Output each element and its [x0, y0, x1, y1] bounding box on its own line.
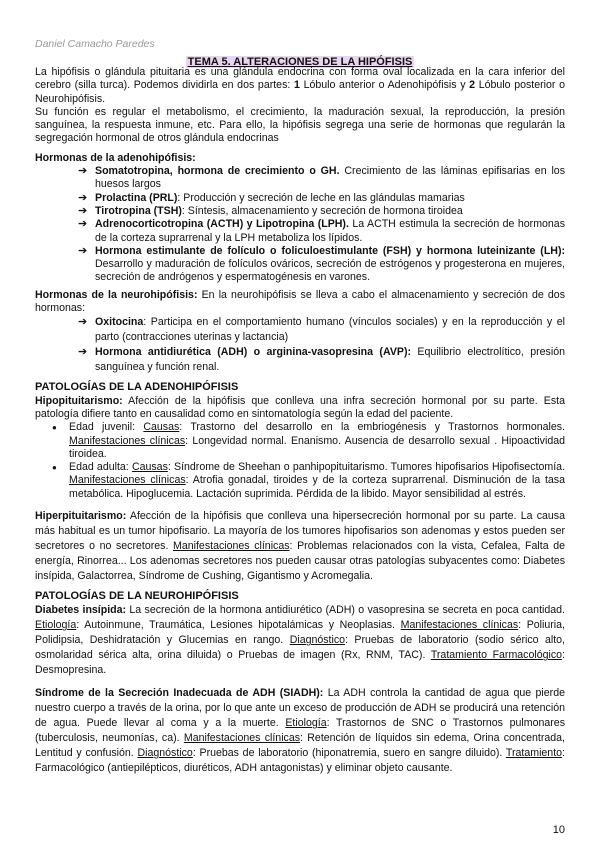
text: : Síndrome de Sheehan o panhipopituitarismo. Tumores hipofisarios Hipofisectomía. — [167, 461, 566, 474]
label: Manifestaciones clínicas — [69, 474, 186, 487]
text: Lóbulo anterior o Adenohipófisis y — [299, 79, 470, 92]
adeno-list — [35, 165, 565, 285]
pat-neuro-heading: PATOLOGÍAS DE LA NEUROHIPÓFISIS — [35, 590, 239, 603]
list-item — [35, 461, 565, 501]
siadh-paragraph — [35, 686, 565, 776]
item-text: : Participa en el comportamiento humano (vínculos sociales) y en la reproducción y el parto (contracciones uterinas y lactancia) — [95, 316, 565, 344]
author-header: Daniel Camacho Paredes — [35, 38, 155, 50]
label: Diagnóstico — [137, 747, 193, 760]
item-text: : Producción y secreción de leche en las glándulas mamarias — [177, 191, 465, 204]
spacer — [35, 678, 565, 686]
text: Edad adulta: — [69, 461, 132, 474]
text: : Longevidad normal. Enanismo. Ausencia de desarrollo sexual . Hipoactividad tiroidea. — [69, 434, 565, 460]
text: : Retención de líquidos sin edema, Orina concentrada, Lentitud y confusión. — [35, 732, 565, 760]
item-text: Crecimiento de las láminas epifisarias en los huesos largos — [95, 165, 566, 191]
number: 1 — [294, 79, 300, 92]
page-number: 10 — [552, 824, 565, 836]
label: Causas — [131, 461, 168, 474]
text: La hipófisis o glándula pituitaria es una glándula endocrina con forma oval localizada en la cara inferior del cerebro (silla turca). Podemos dividirla en dos partes: — [35, 66, 565, 92]
item-text: La ACTH estimula la secreción de hormonas de la corteza suprarrenal y la LPH metaboliza los lípidos. — [95, 218, 565, 244]
item-text: Equilibrio electrolítico, presión sanguínea y función renal. — [95, 346, 565, 374]
hipo-paragraph — [35, 395, 565, 422]
text: La ADH controla la cantidad de agua que pierde nuestro cuerpo a través de la orina, por lo que ante un exceso de producción de ADH se producirá una retención de agua. Puede llevar al coma y a la muerte. — [35, 687, 565, 730]
label: Etiología — [285, 717, 327, 730]
document-body — [35, 66, 565, 776]
hipo-label: Hipopituitarismo: — [35, 394, 123, 407]
pat-adeno-heading: PATOLOGÍAS DE LA ADENOHIPÓFISIS — [35, 381, 239, 394]
item-text: : Síntesis, almacenamiento y secreción de hormona tiroidea — [181, 204, 463, 217]
label: Tratamiento — [505, 747, 563, 760]
text: : Problemas relacionados con la vista, Cefalea, Falta de energía, Rinorrea... Los adenomas secretores nos pueden causar otras patologías subyacentes como: Diabetes insípida, Galactorrea, Síndrome de Cushing, Gigantismo y Acromegalia. — [35, 540, 565, 583]
hiper-label: Hiperpituitarismo: — [35, 510, 127, 523]
label: Etiología — [35, 619, 77, 632]
item-bold: Tirotropina (TSH) — [95, 204, 182, 217]
list-item — [35, 245, 565, 285]
hiper-paragraph — [35, 509, 565, 584]
di-label: Diabetes insípida: — [35, 604, 127, 617]
list-item — [35, 165, 565, 192]
siadh-label: Síndrome de la Secreción Inadecuada de ADH (SIADH): — [35, 687, 324, 700]
list-item — [35, 192, 565, 205]
intro-paragraph-1 — [35, 66, 565, 106]
page-title: TEMA 5. ALTERACIONES DE LA HIPÓFISIS — [187, 56, 413, 68]
label: Tratamiento Farmacológico — [430, 649, 563, 662]
text: Edad juvenil: — [69, 421, 144, 434]
text: Afección de la hipófisis que conlleva una hipersecreción hormonal por su parte. La causa más habitual es un tumor hipofisario. La mayoría de los tumores hipofisarios son adenomas y estos pueden ser secretores o no secretores. — [35, 510, 565, 553]
intro-paragraph-2: Su función es regular el metabolismo, el crecimiento, la maduración sexual, la reproducción, la presión sanguínea, la respuesta inmune, etc. Para ello, la hipófisis segrega una serie de hormonas que regularán la segregación hormonal de otros glándula endocrinas — [35, 105, 565, 145]
diabetes-paragraph — [35, 603, 565, 678]
item-bold: Prolactina (PRL) — [95, 191, 178, 204]
item-bold: Hormona estimulante de folículo o foliculoestimulante (FSH) y hormona luteinizante (LH): — [95, 244, 565, 257]
list-item — [35, 421, 565, 461]
item-bold: Somatotropina, hormona de crecimiento o GH. — [95, 165, 340, 178]
number: 2 — [469, 79, 476, 92]
neuro-intro: En la neurohipófisis se lleva a cabo el almacenamiento y secreción de dos hormonas: — [35, 288, 565, 315]
list-item — [35, 345, 565, 375]
neuro-heading: Hormonas de la neurohipófisis: — [35, 288, 198, 301]
text: : Pruebas de laboratorio (sodio sérico alto, osmolaridad sérica alta, orina diluida) o Pruebas de imagen (Rx, RNM, TAC). — [35, 634, 565, 662]
text: : Trastornos de SNC o Trastornos pulmonares (tuberculosis, neumonías, ca). — [35, 717, 565, 745]
item-bold: Oxitocina — [95, 316, 144, 329]
label: Manifestaciones clínicas — [183, 732, 301, 745]
text: : Pruebas de laboratorio (hiponatremia, suero en sangre diluido). — [192, 747, 506, 760]
text: : Atrofia gonadal, tiroides y de la corteza suprarrenal. Disminución de la tasa metabólica. Hipoglucemia. Lactación suprimida. Pérdida de la libido. Mayor sensibilidad al estrés. — [69, 474, 566, 500]
neuro-list — [35, 315, 565, 375]
text: La secreción de la hormona antidiurético (ADH) o vasopresina se secreta en poca cantidad. — [126, 604, 565, 617]
adeno-heading: Hormonas de la adenohipófisis: — [35, 151, 196, 164]
spacer — [35, 501, 565, 509]
label: Manifestaciones clínicas — [69, 434, 186, 447]
label: Causas — [143, 421, 180, 434]
text: : Desmopresina. — [35, 649, 565, 677]
text: : Trastorno del desarrollo en la embriogénesis y Trastornos hormonales. — [179, 421, 565, 434]
label: Diagnóstico — [289, 634, 346, 647]
hipo-text: Afección de la hipófisis que conlleva una infra secreción hormonal por su parte. Esta patología difiere tanto en causalidad como en sintomatología según la edad del paciente. — [35, 394, 565, 420]
label: Manifestaciones clínicas — [400, 619, 519, 632]
text: : Poliuria, Polidipsia, Deshidratación y Glucemias en rango. — [35, 619, 565, 647]
item-bold: Adrenocorticotropina (ACTH) y Lipotropina (LPH). — [95, 218, 349, 231]
list-item — [35, 218, 565, 245]
text: Lóbulo posterior o Neurohipófisis. — [35, 79, 566, 105]
text: : Farmacológico (antiepilépticos, diuréticos, ADH antagonistas) y eliminar objeto causante. — [35, 747, 565, 775]
label: Manifestaciones clínicas — [173, 540, 290, 553]
list-item — [35, 205, 565, 218]
text: : Autoinmune, Traumática, Lesiones hipotalámicas y Neoplasias. — [76, 619, 401, 632]
item-bold: Hormona antidiurética (ADH) o arginina-vasopresina (AVP): — [95, 346, 412, 359]
list-item — [35, 315, 565, 345]
hipo-list — [35, 421, 565, 501]
item-text: Desarrollo y maduración de folículos ováricos, secreción de estrógenos y progesterona en mujeres, secreción de andrógenos y espermatogénesis en varones. — [95, 258, 565, 284]
neuro-paragraph — [35, 289, 565, 316]
